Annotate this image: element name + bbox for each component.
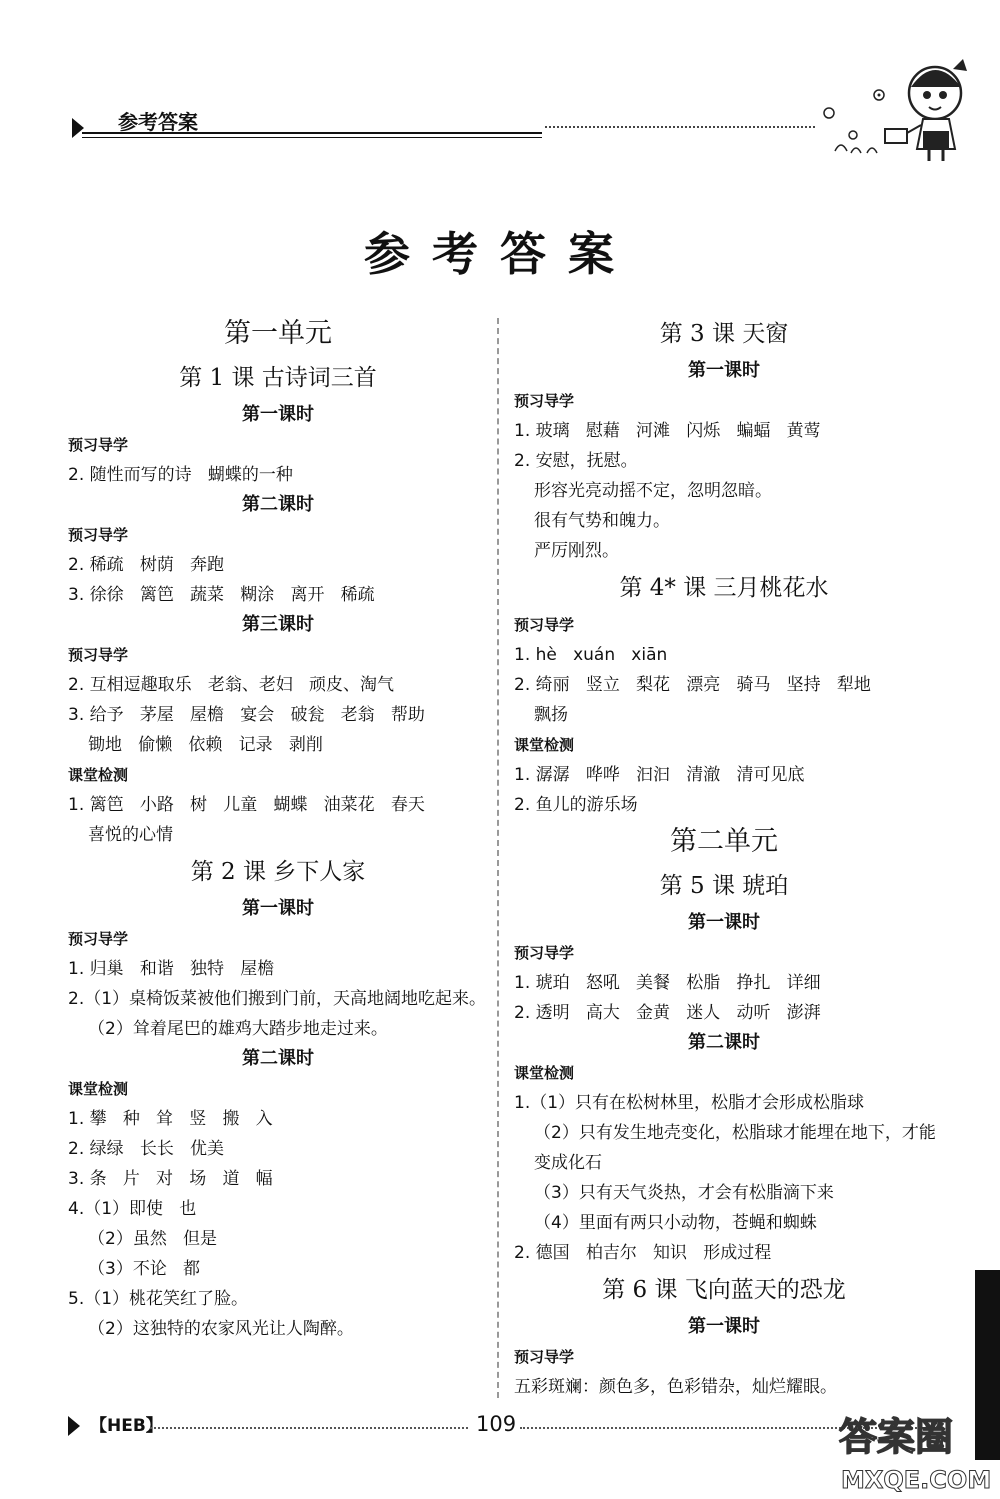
answer-line: 1. 归巢 和谐 独特 屋檐 (68, 959, 275, 979)
answer-line: （2）虽然 但是 (88, 1229, 218, 1249)
answer-line: 变成化石 (534, 1153, 602, 1173)
session-heading: 第一课时 (242, 898, 314, 919)
lesson-heading: 第 4* 课 三月桃花水 (619, 575, 829, 601)
lesson-heading: 第 1 课 古诗词三首 (179, 365, 377, 391)
header-rule-thin (82, 137, 542, 138)
answer-line: 2. 德国 柏吉尔 知识 形成过程 (514, 1243, 772, 1263)
answer-line: 2. 鱼儿的游乐场 (514, 795, 638, 815)
session-heading: 第一课时 (688, 912, 760, 933)
session-heading: 第三课时 (242, 614, 314, 635)
unit-heading: 第二单元 (670, 826, 778, 857)
section-label: 预习导学 (68, 646, 129, 664)
section-label: 课堂检测 (68, 766, 129, 784)
answer-line: （2）这独特的农家风光让人陶醉。 (88, 1319, 354, 1339)
right-column (514, 312, 934, 1402)
answer-line: 2.（1）桌椅饭菜被他们搬到门前，天高地阔地吃起来。 (68, 989, 487, 1009)
answer-line: 1. 攀 种 耸 竖 搬 入 (68, 1109, 273, 1129)
session-heading: 第二课时 (688, 1032, 760, 1053)
section-label: 预习导学 (514, 944, 575, 962)
lesson-heading: 第 6 课 飞向蓝天的恐龙 (602, 1277, 846, 1303)
session-heading: 第二课时 (242, 1048, 314, 1069)
answer-line: （4）里面有两只小动物，苍蝇和蜘蛛 (534, 1213, 817, 1233)
answer-line: 1. 玻璃 慰藉 河滩 闪烁 蝙蝠 黄莺 (514, 421, 821, 441)
watermark-logo (835, 1400, 1000, 1499)
answer-line: 5.（1）桃花笑红了脸。 (68, 1289, 249, 1309)
watermark-text: 答案圈 (839, 1415, 954, 1459)
watermark-domain: MXQE.COM (841, 1466, 992, 1494)
answer-line: 2. 绿绿 长长 优美 (68, 1139, 225, 1159)
lesson-heading: 第 3 课 天窗 (659, 321, 789, 347)
answer-line: 4.（1）即使 也 (68, 1199, 197, 1219)
answer-line: 五彩斑斓：颜色多，色彩错杂，灿烂耀眼。 (514, 1377, 837, 1397)
left-column (68, 312, 488, 1344)
answer-line: （2）只有发生地壳变化，松脂球才能埋在地下，才能 (534, 1123, 936, 1143)
session-heading: 第一课时 (688, 1316, 760, 1337)
answer-line: 严厉刚烈。 (534, 541, 619, 561)
footer-marker-icon (68, 1416, 80, 1436)
header-marker-icon (72, 118, 84, 138)
column-divider (497, 318, 499, 1398)
answer-line: 1. 篱笆 小路 树 儿童 蝴蝶 油菜花 春天 (68, 795, 425, 815)
section-label: 预习导学 (514, 616, 575, 634)
answer-line: 很有气势和魄力。 (534, 511, 670, 531)
answer-line: 2. 稀疏 树荫 奔跑 (68, 555, 225, 575)
running-header: 参考答案 (118, 110, 198, 134)
section-label: 课堂检测 (514, 736, 575, 754)
session-heading: 第一课时 (242, 404, 314, 425)
answer-line: 1. hè xuán xiān (514, 645, 668, 665)
answer-line: 1.（1）只有在松树林里，松脂才会形成松脂球 (514, 1093, 865, 1113)
lesson-heading: 第 2 课 乡下人家 (190, 859, 366, 885)
lesson-heading: 第 5 课 琥珀 (659, 873, 789, 899)
answer-line: 形容光亮动摇不定，忽明忽暗。 (534, 481, 772, 501)
answer-line: 飘扬 (534, 705, 568, 725)
unit-heading: 第一单元 (224, 318, 332, 349)
footer-dotted-rule-left (150, 1427, 468, 1429)
answer-line: 2. 随性而写的诗 蝴蝶的一种 (68, 465, 293, 485)
section-label: 预习导学 (68, 930, 129, 948)
answer-line: 3. 徐徐 篱笆 蔬菜 糊涂 离开 稀疏 (68, 585, 375, 605)
answer-line: （3）只有天气炎热，才会有松脂滴下来 (534, 1183, 834, 1203)
answer-line: （2）耸着尾巴的雄鸡大踏步地走过来。 (88, 1019, 388, 1039)
page-title: 参考答案 (364, 227, 636, 281)
answer-line: （3）不论 都 (88, 1259, 201, 1279)
answer-line: 3. 条 片 对 场 道 幅 (68, 1169, 273, 1189)
session-heading: 第一课时 (688, 360, 760, 381)
section-label: 课堂检测 (514, 1064, 575, 1082)
answer-line: 1. 潺潺 哗哗 汩汩 清澈 清可见底 (514, 765, 805, 785)
answer-line: 2. 互相逗趣取乐 老翁、老妇 顽皮、淘气 (68, 675, 395, 695)
answer-line: 2. 安慰，抚慰。 (514, 451, 638, 471)
section-label: 课堂检测 (68, 1080, 129, 1098)
answer-line: 2. 透明 高大 金黄 迷人 动听 澎湃 (514, 1003, 821, 1023)
answer-line: 3. 给予 茅屋 屋檐 宴会 破瓮 老翁 帮助 (68, 705, 425, 725)
answer-line: 喜悦的心情 (88, 825, 173, 845)
section-label: 预习导学 (514, 392, 575, 410)
answer-line: 锄地 偷懒 依赖 记录 剥削 (88, 735, 323, 755)
cartoon-girl-icon (815, 55, 975, 165)
answer-line: 2. 绮丽 竖立 梨花 漂亮 骑马 坚持 犁地 (514, 675, 871, 695)
section-label: 预习导学 (514, 1348, 575, 1366)
header-dotted-rule (545, 126, 815, 128)
edition-code: 【HEB】 (90, 1416, 163, 1436)
session-heading: 第二课时 (242, 494, 314, 515)
section-label: 预习导学 (68, 526, 129, 544)
answer-line: 1. 琥珀 怒吼 美餐 松脂 挣扎 详细 (514, 973, 821, 993)
header-rule (82, 132, 542, 134)
section-label: 预习导学 (68, 436, 129, 454)
page-number: 109 (476, 1412, 517, 1436)
